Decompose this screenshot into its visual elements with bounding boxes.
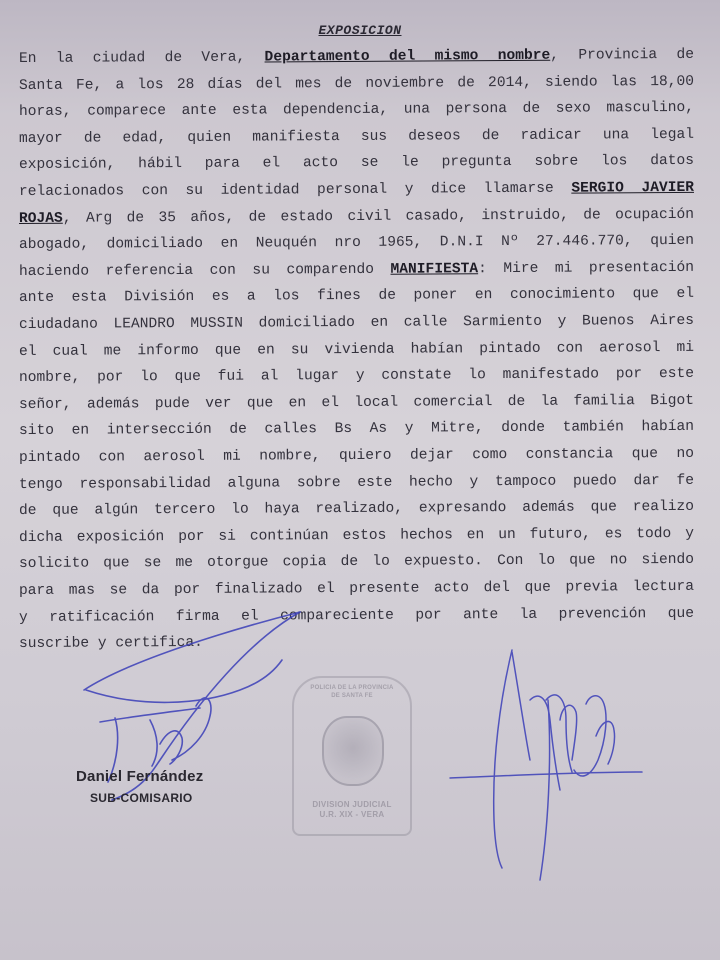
official-stamp — [292, 676, 412, 836]
line-text: : Mire mi presentación — [478, 259, 695, 277]
emphasized-text: Departamento del mismo nombre — [264, 47, 551, 66]
line-text: señor, además pude ver que en el local comercial de la familia Bigot — [18, 392, 695, 413]
line-text: relacionados con su identidad personal y dice llamarse — [18, 180, 572, 200]
line-text: abogado, domiciliado en Neuquén nro 1965, D.N.I Nº 27.446.770, quien — [18, 233, 695, 254]
stamp-unit: U.R. XIX - VERA — [319, 810, 385, 819]
line-text: solicito que se me otorgue copia de lo expuesto. Con lo que no siendo — [18, 552, 695, 573]
stamp-top-text: POLICIA DE LA PROVINCIA DE SANTA FE — [310, 685, 394, 699]
emphasized-text: ROJAS — [18, 210, 63, 227]
line-text: mayor de edad, quien manifiesta sus deseos de radicar una legal — [18, 126, 695, 147]
stamp-bottom-text — [296, 800, 408, 820]
line-text: Santa Fe, a los 28 días del mes de noviembre de 2014, siendo las 18,00 — [18, 73, 695, 94]
emphasized-text: MANIFIESTA — [390, 260, 479, 278]
line-text: haciendo referencia con su comparendo — [18, 261, 391, 280]
line-text: , Arg de 35 años, de estado civil casado, instruido, de ocupación — [62, 206, 695, 227]
emphasized-text: SERGIO JAVIER — [571, 179, 695, 197]
line-text: de que algún tercero lo haya realizado, expresando además que realizo — [18, 499, 695, 520]
officer-name: Daniel Fernández — [76, 768, 204, 785]
officer-rank: SUB-COMISARIO — [90, 791, 193, 805]
line-text: sito en intersección de calles Bs As y Mitre, donde también habían — [18, 419, 695, 440]
line-text: ante esta División es a los fines de poner en conocimiento que el — [18, 286, 695, 307]
line-text: suscribe y certifica. — [18, 635, 203, 653]
line-text: nombre, por lo que fui al lugar y constate lo manifestado por este — [18, 366, 695, 387]
line-text: y ratificación firma el compareciente por ante la prevención que — [18, 605, 695, 626]
line-text: tengo responsabilidad alguna sobre este hecho y tampoco puedo dar fe — [18, 472, 695, 493]
document-title: EXPOSICION — [318, 23, 402, 38]
officer-signature-block — [76, 768, 203, 805]
line-text: En la ciudad de Vera, — [18, 49, 265, 67]
stamp-division: DIVISION JUDICIAL — [312, 800, 392, 809]
line-text: el cual me informo que en su vivienda habían pintado con aerosol mi — [18, 339, 695, 360]
line-text: , Provincia de — [550, 46, 695, 64]
line-text: ciudadano LEANDRO MUSSIN domiciliado en calle Sarmiento y Buenos Aires — [18, 312, 695, 333]
line-text: para mas se da por finalizado el presente acto del que previa lectura — [18, 578, 695, 599]
line-text: pintado con aerosol mi nombre, quiero dejar como constancia que no — [18, 445, 695, 466]
line-text: horas, comparece ante esta dependencia, una persona de sexo masculino, — [18, 100, 695, 121]
line-text: exposición, hábil para el acto se le pregunta sobre los datos — [18, 153, 695, 174]
line-text: dicha exposición por si continúan estos hechos en un futuro, es todo y — [18, 525, 695, 546]
coat-of-arms-icon — [322, 716, 384, 786]
complainant-signature — [450, 650, 642, 880]
